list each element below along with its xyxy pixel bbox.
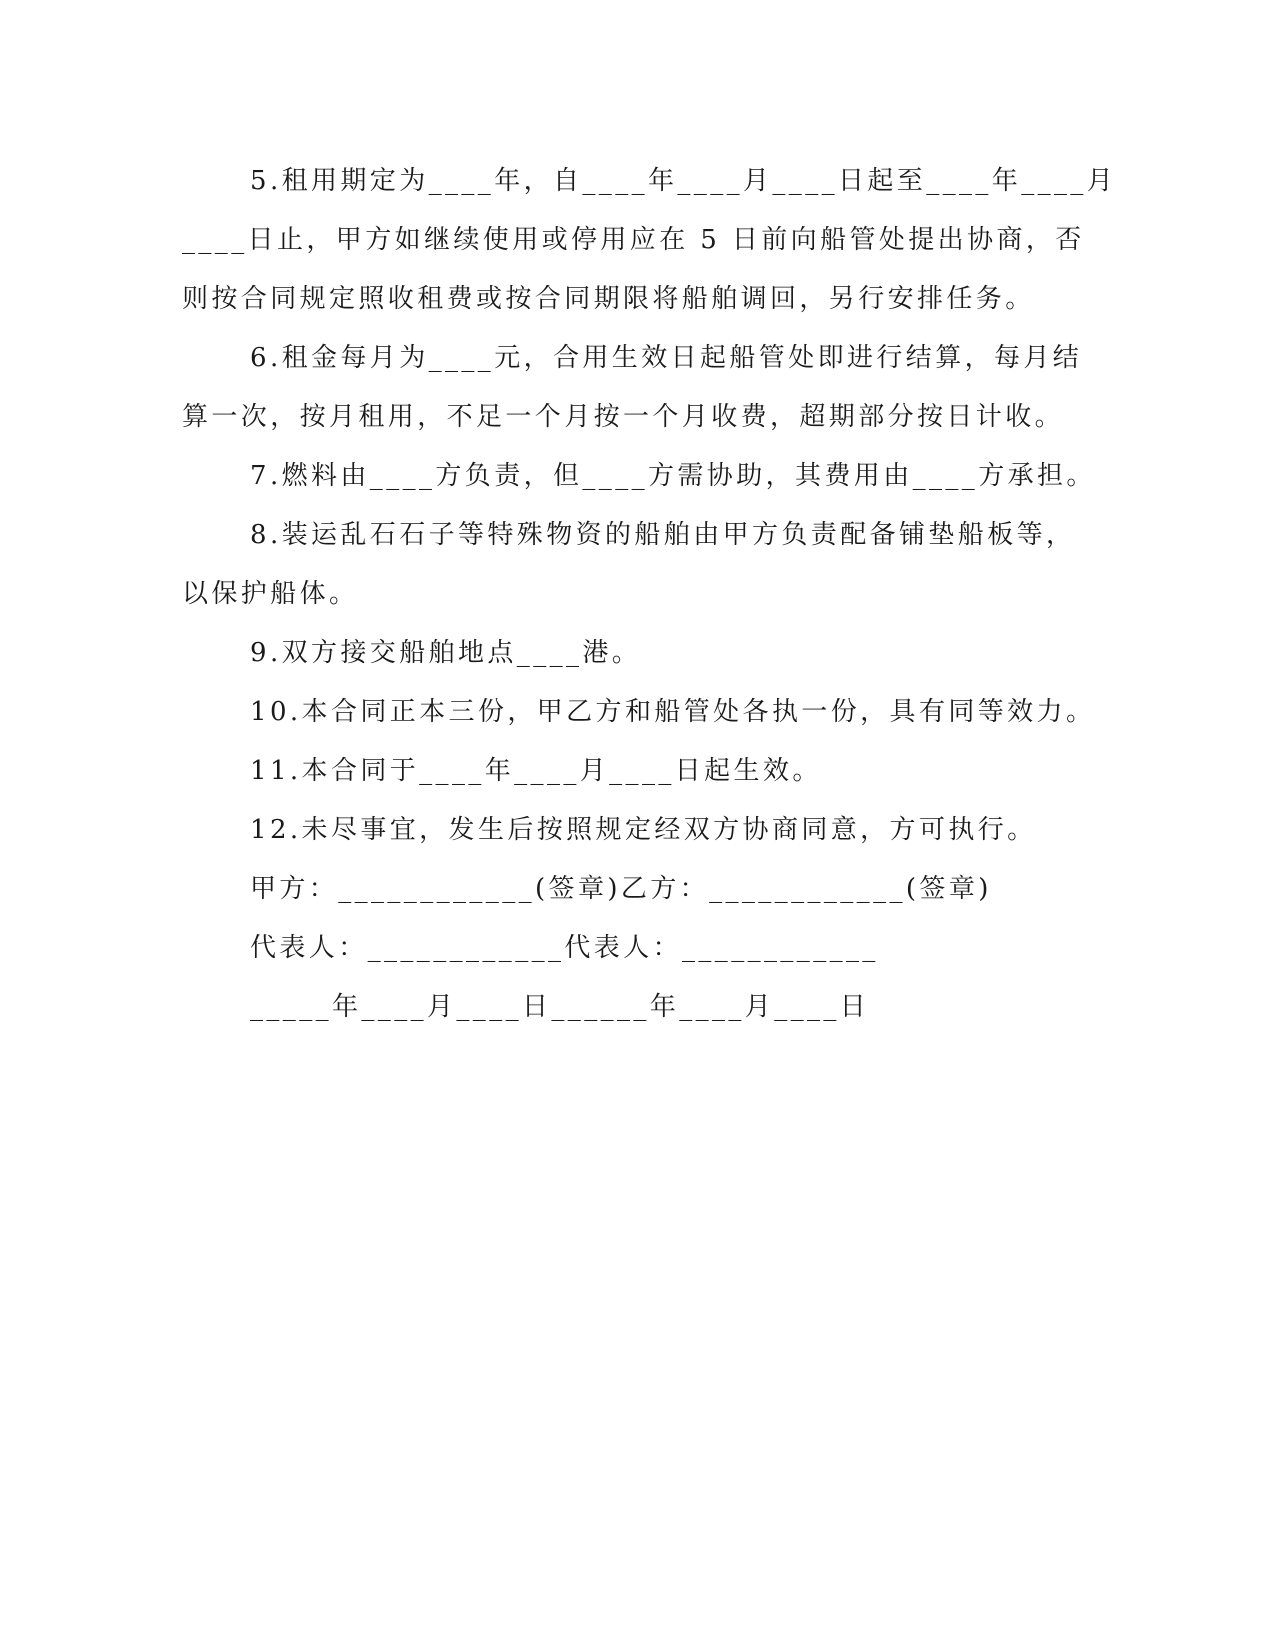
clause-8-line-1: 8.装运乱石石子等特殊物资的船舶由甲方负责配备铺垫船板等，	[250, 520, 1076, 550]
clause-7-line-1: 7.燃料由____方负责，但____方需协助，其费用由____方承担。	[250, 461, 1096, 491]
clause-6-line-1: 6.租金每月为____元，合用生效日起船管处即进行结算，每月结	[250, 343, 1083, 373]
clause-12-line-1: 12.未尽事宜，发生后按照规定经双方协商同意，方可执行。	[250, 815, 1037, 845]
clause-5-line-1: 5.租用期定为____年，自____年____月____日起至____年____月	[250, 166, 1117, 196]
clause-9-line-1: 9.双方接交船舶地点____港。	[250, 638, 642, 668]
clause-11-line-1: 11.本合同于____年____月____日起生效。	[250, 756, 822, 786]
clause-10-line-1: 10.本合同正本三份，甲乙方和船管处各执一份，具有同等效力。	[250, 697, 1096, 727]
signature-representatives-line: 代表人：____________代表人：____________	[250, 933, 879, 963]
clause-8-line-2: 以保护船体。	[182, 579, 359, 609]
signature-parties-line: 甲方：____________(签章)乙方：____________(签章)	[250, 874, 992, 904]
clause-5-line-2: ____日止，甲方如继续使用或停用应在 5 日前向船管处提出协商，否	[182, 225, 1085, 255]
clause-5-line-3: 则按合同规定照收租费或按合同期限将船舶调回，另行安排任务。	[182, 284, 1035, 314]
clause-6-line-2: 算一次，按月租用，不足一个月按一个月收费，超期部分按日计收。	[182, 402, 1065, 432]
signature-dates-line: _____年____月____日______年____月____日	[250, 992, 870, 1022]
